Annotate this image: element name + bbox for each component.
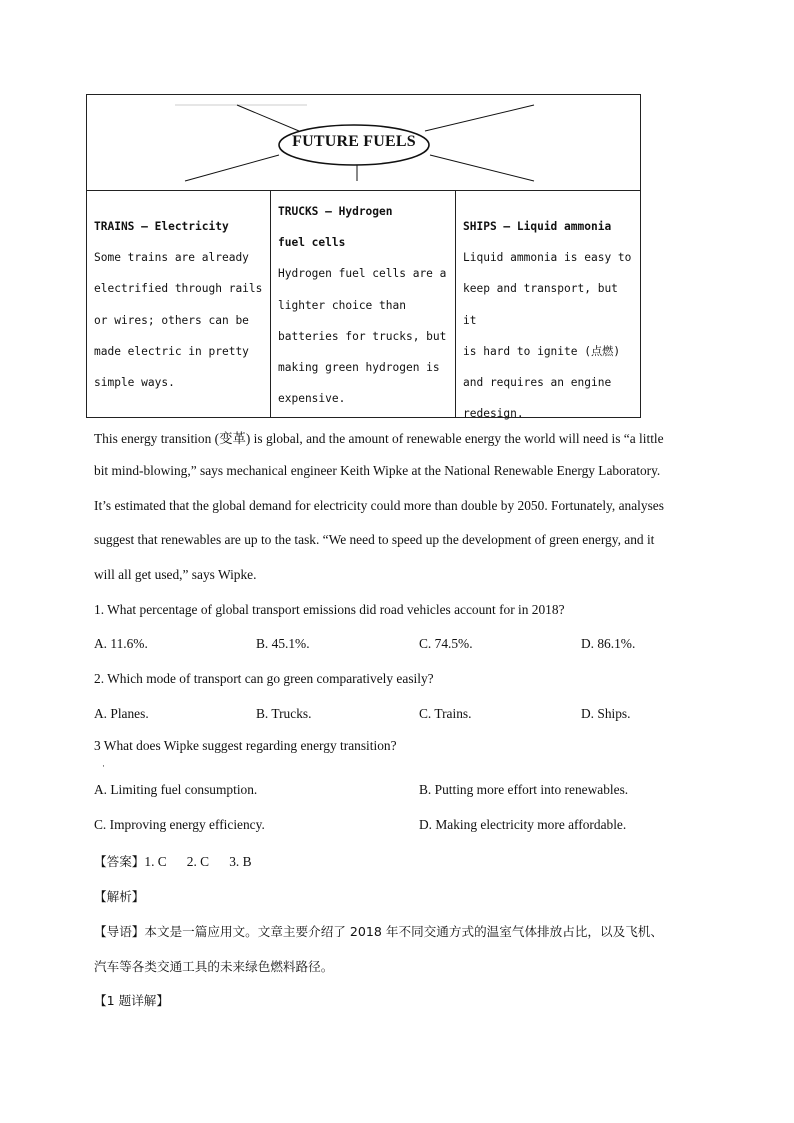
- diagram-title: FUTURE FUELS: [292, 133, 416, 150]
- ships-text-line: and requires an engine: [463, 376, 612, 390]
- trains-heading: TRAINS — Electricity: [94, 220, 229, 233]
- passage-line: suggest that renewables are up to the task. “We need to speed up the development of green energy, and it: [94, 532, 655, 547]
- answer-option: D. Ships.: [581, 706, 631, 721]
- guide-line: 【导语】本文是一篇应用文。文章主要介绍了 2018 年不同交通方式的温室气体排放占比，以及飞机、: [94, 924, 663, 939]
- detail-label: 【1 题详解】: [94, 993, 169, 1008]
- answer-option: C. Trains.: [419, 706, 472, 721]
- answer-option: C. 74.5%.: [419, 636, 473, 651]
- answer-option: B. Putting more effort into renewables.: [419, 782, 629, 797]
- passage-line: will all get used,” says Wipke.: [94, 567, 257, 582]
- diagram-header: [87, 95, 640, 191]
- ships-column: [456, 190, 640, 421]
- guide-line: 汽车等各类交通工具的未来绿色燃料路径。: [94, 959, 334, 974]
- analysis-label: 【解析】: [94, 889, 145, 904]
- answer-option: B. Trucks.: [256, 706, 312, 721]
- trucks-heading: fuel cells: [278, 236, 346, 250]
- passage-line: This energy transition (变革) is global, and the amount of renewable energy the world will need is “a little: [94, 431, 664, 446]
- passage-line: bit mind-blowing,” says mechanical engineer Keith Wipke at the National Renewable Energy Laboratory.: [94, 463, 661, 478]
- trains-text-line: simple ways.: [94, 376, 175, 390]
- answer-label: 【答案】: [94, 854, 145, 869]
- answer-option: D. 86.1%.: [581, 636, 636, 651]
- ships-text-line: keep and transport, but it: [463, 282, 618, 327]
- trains-text-line: electrified through rails: [94, 282, 263, 296]
- answer-line: [94, 851, 252, 870]
- answer-option: D. Making electricity more affordable.: [419, 817, 627, 832]
- question-stem: 1. What percentage of global transport emissions did road vehicles account for in 2018?: [94, 602, 565, 617]
- ships-text-line: redesign.: [463, 407, 524, 421]
- question-stem: 3 What does Wipke suggest regarding energy transition?: [94, 738, 397, 753]
- ships-text-line: Liquid ammonia is easy to: [463, 251, 632, 265]
- answer-option: A. Limiting fuel consumption.: [94, 782, 258, 797]
- passage-line: It’s estimated that the global demand for electricity could more than double by 2050. Fortunately, analyses: [94, 498, 664, 513]
- ships-heading: SHIPS — Liquid ammonia: [463, 220, 612, 233]
- answer-values: 1. C 2. C 3. B: [144, 854, 252, 869]
- answer-option: A. 11.6%.: [94, 636, 148, 651]
- stray-mark: ·: [102, 761, 105, 771]
- answer-option: C. Improving energy efficiency.: [94, 817, 265, 832]
- trucks-text-line: Hydrogen fuel cells are a: [278, 267, 447, 281]
- trains-column: [87, 190, 271, 417]
- question-stem: 2. Which mode of transport can go green comparatively easily?: [94, 671, 434, 686]
- ships-text-line: is hard to ignite (点燃): [463, 344, 621, 358]
- trucks-text-line: making green hydrogen is: [278, 361, 440, 375]
- trucks-text-line: lighter choice than: [278, 298, 406, 312]
- trains-text-line: or wires; others can be: [94, 313, 249, 327]
- trains-text-line: Some trains are already: [94, 251, 249, 265]
- answer-option: B. 45.1%.: [256, 636, 310, 651]
- answer-option: A. Planes.: [94, 706, 149, 721]
- trains-text-line: made electric in pretty: [94, 344, 249, 358]
- trucks-text-line: expensive.: [278, 392, 346, 406]
- trucks-column: [271, 190, 456, 417]
- future-fuels-diagram: [86, 94, 641, 421]
- trucks-text-line: batteries for trucks, but: [278, 329, 447, 343]
- trucks-heading: TRUCKS — Hydrogen: [278, 205, 393, 218]
